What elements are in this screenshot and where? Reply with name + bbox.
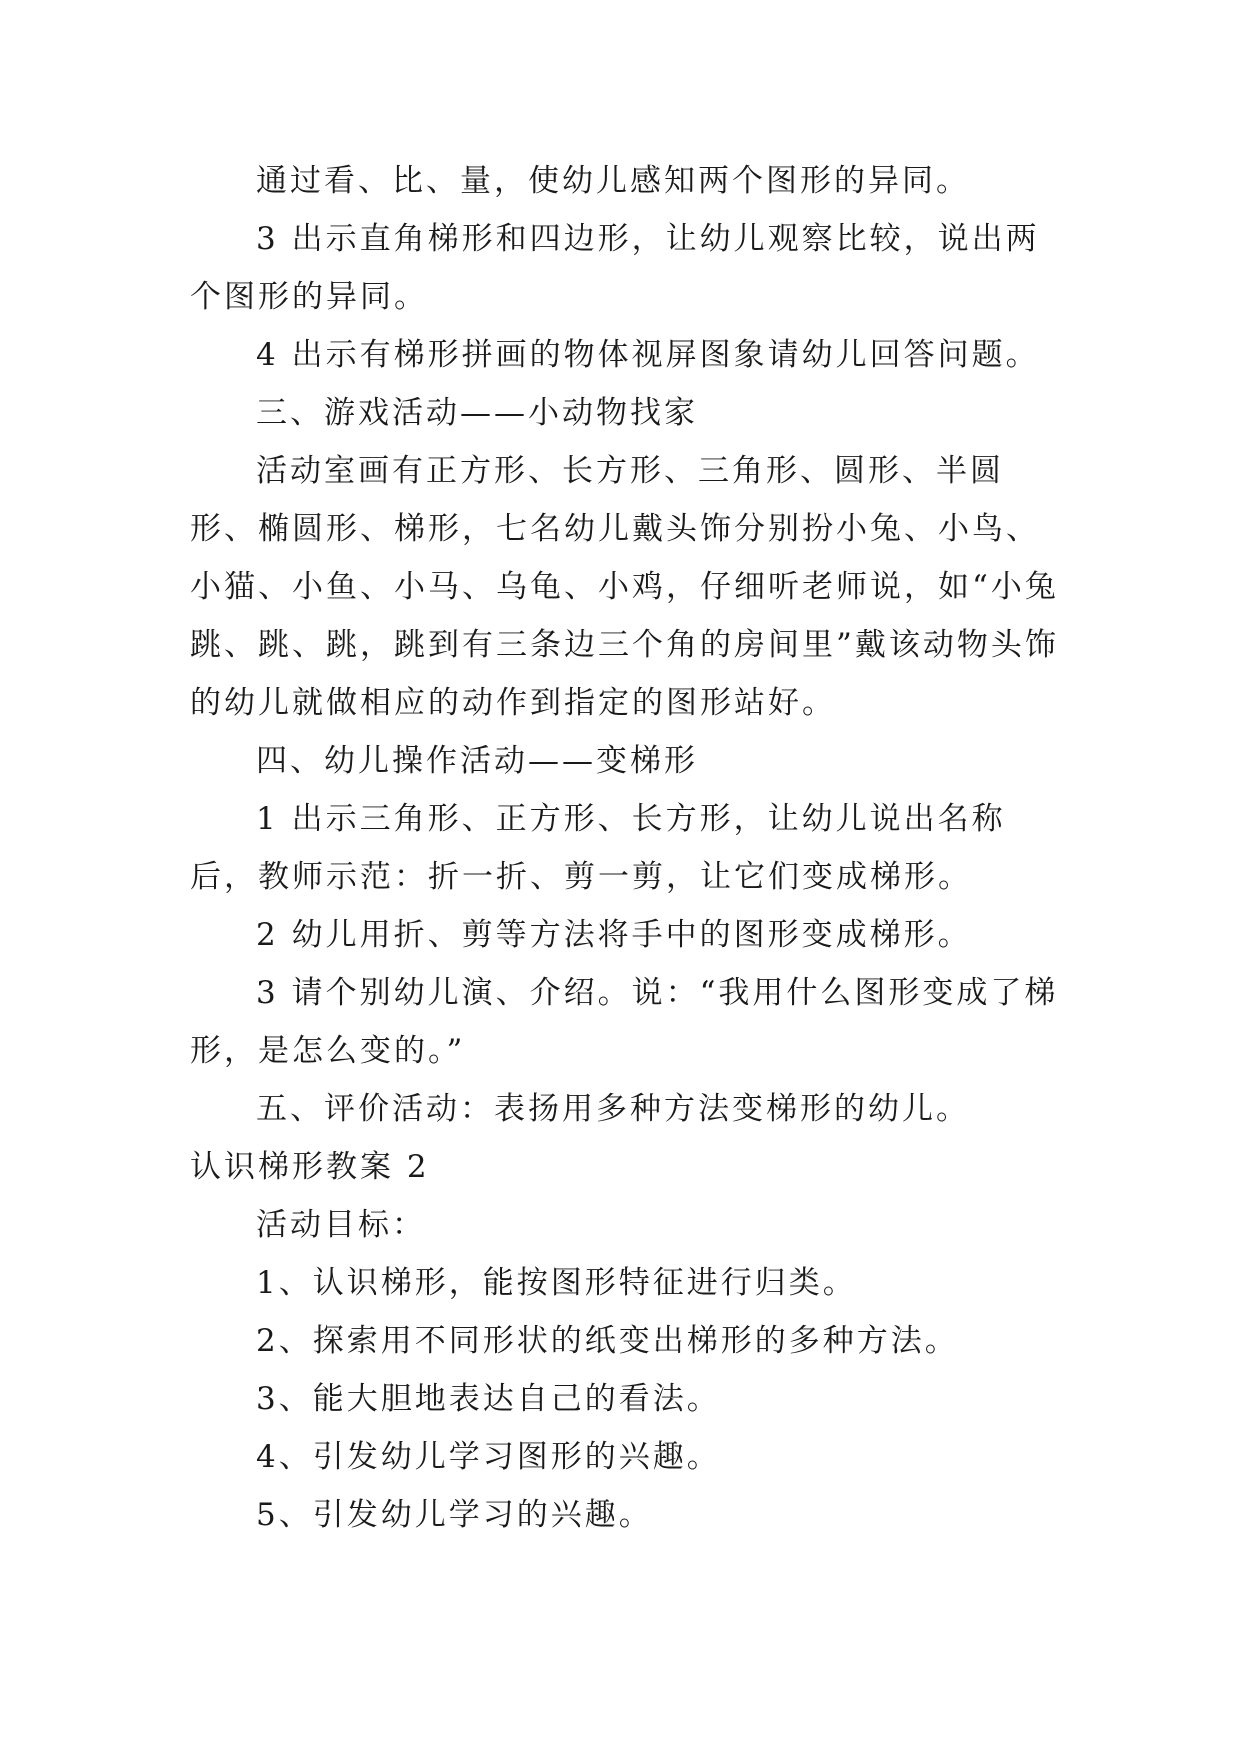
document-body bbox=[190, 152, 1070, 1544]
paragraph: 1 出示三角形、正方形、长方形，让幼儿说出名称后，教师示范：折一折、剪一剪，让它们变成梯形。 bbox=[190, 801, 1006, 895]
paragraph: 3 出示直角梯形和四边形，让幼儿观察比较，说出两个图形的异同。 bbox=[190, 221, 1040, 315]
list-item: 1、认识梯形，能按图形特征进行归类。 bbox=[256, 1265, 857, 1301]
section-heading: 五、评价活动：表扬用多种方法变梯形的幼儿。 bbox=[256, 1091, 970, 1127]
paragraph: 活动室画有正方形、长方形、三角形、圆形、半圆形、椭圆形、梯形，七名幼儿戴头饰分别扮小兔、小鸟、小猫、小鱼、小马、乌龟、小鸡，仔细听老师说，如“小兔跳、跳、跳，跳到有三条边三个角的房间里”戴该动物头饰的幼儿就做相应的动作到指定的图形站好。 bbox=[190, 453, 1059, 721]
document-title: 认识梯形教案 2 bbox=[190, 1149, 430, 1185]
list-item: 2、探索用不同形状的纸变出梯形的多种方法。 bbox=[256, 1323, 959, 1359]
section-heading: 活动目标： bbox=[256, 1207, 426, 1243]
list-item: 4、引发幼儿学习图形的兴趣。 bbox=[256, 1439, 721, 1475]
paragraph: 2 幼儿用折、剪等方法将手中的图形变成梯形。 bbox=[256, 917, 972, 953]
paragraph: 3 请个别幼儿演、介绍。说：“我用什么图形变成了梯形，是怎么变的。” bbox=[190, 975, 1059, 1069]
section-heading: 三、游戏活动——小动物找家 bbox=[256, 395, 698, 431]
list-item: 5、引发幼儿学习的兴趣。 bbox=[256, 1497, 653, 1533]
paragraph: 通过看、比、量，使幼儿感知两个图形的异同。 bbox=[256, 163, 970, 199]
section-heading: 四、幼儿操作活动——变梯形 bbox=[256, 743, 698, 779]
list-item: 3、能大胆地表达自己的看法。 bbox=[256, 1381, 721, 1417]
paragraph: 4 出示有梯形拼画的物体视屏图象请幼儿回答问题。 bbox=[256, 337, 1040, 373]
